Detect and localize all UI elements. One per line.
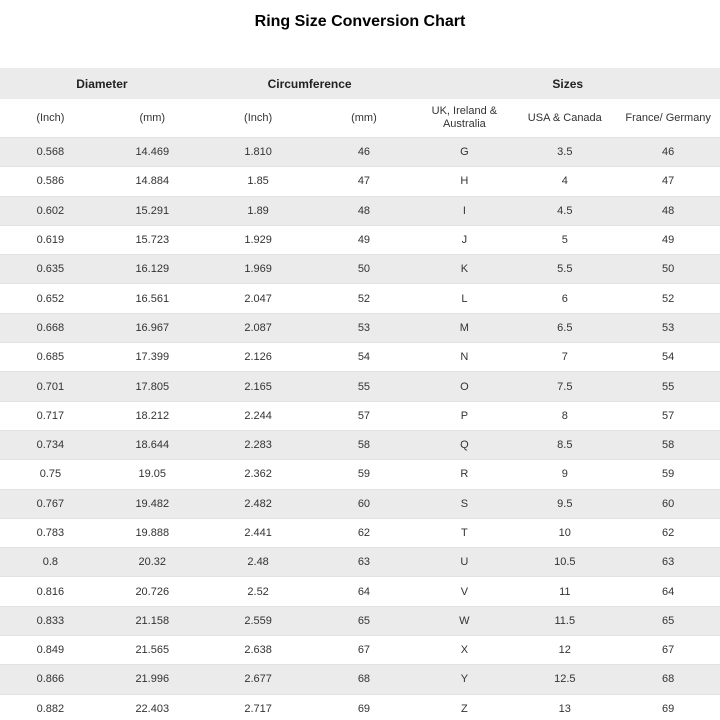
- cell-size-france-germany: 48: [616, 196, 720, 225]
- cell-diameter-mm: 16.129: [101, 255, 204, 284]
- cell-size-usa-canada: 13: [513, 694, 616, 720]
- cell-size-usa-canada: 7: [513, 343, 616, 372]
- cell-diameter-inch: 0.816: [0, 577, 101, 606]
- cell-size-usa-canada: 5.5: [513, 255, 616, 284]
- cell-diameter-mm: 21.996: [101, 665, 204, 694]
- column-header-size-usa-canada: USA & Canada: [513, 99, 616, 138]
- table-row: [0, 284, 720, 313]
- table-row: [0, 343, 720, 372]
- cell-diameter-inch: 0.652: [0, 284, 101, 313]
- cell-diameter-inch: 0.668: [0, 313, 101, 342]
- cell-diameter-mm: 15.291: [101, 196, 204, 225]
- cell-size-usa-canada: 8.5: [513, 430, 616, 459]
- cell-size-france-germany: 59: [616, 460, 720, 489]
- cell-diameter-inch: 0.568: [0, 138, 101, 167]
- cell-size-france-germany: 47: [616, 167, 720, 196]
- table-row: [0, 665, 720, 694]
- cell-circumference-mm: 54: [312, 343, 415, 372]
- cell-circumference-inch: 1.969: [204, 255, 313, 284]
- cell-circumference-mm: 64: [312, 577, 415, 606]
- cell-size-uk-ireland-australia: T: [415, 518, 513, 547]
- cell-size-france-germany: 52: [616, 284, 720, 313]
- cell-circumference-inch: 1.89: [204, 196, 313, 225]
- table-row: [0, 548, 720, 577]
- cell-size-france-germany: 46: [616, 138, 720, 167]
- cell-size-usa-canada: 10: [513, 518, 616, 547]
- cell-diameter-mm: 21.565: [101, 636, 204, 665]
- cell-circumference-mm: 52: [312, 284, 415, 313]
- cell-size-usa-canada: 6.5: [513, 313, 616, 342]
- cell-diameter-mm: 22.403: [101, 694, 204, 720]
- cell-circumference-mm: 58: [312, 430, 415, 459]
- cell-circumference-inch: 2.52: [204, 577, 313, 606]
- table-row: [0, 694, 720, 720]
- cell-size-uk-ireland-australia: W: [415, 606, 513, 635]
- table-row: [0, 606, 720, 635]
- cell-size-usa-canada: 4.5: [513, 196, 616, 225]
- cell-size-usa-canada: 11: [513, 577, 616, 606]
- cell-diameter-inch: 0.734: [0, 430, 101, 459]
- table-row: [0, 196, 720, 225]
- cell-circumference-inch: 1.85: [204, 167, 313, 196]
- cell-circumference-inch: 2.482: [204, 489, 313, 518]
- cell-circumference-inch: 2.48: [204, 548, 313, 577]
- cell-diameter-inch: 0.602: [0, 196, 101, 225]
- cell-size-france-germany: 60: [616, 489, 720, 518]
- table-row: [0, 489, 720, 518]
- cell-size-france-germany: 57: [616, 401, 720, 430]
- cell-size-france-germany: 67: [616, 636, 720, 665]
- cell-circumference-mm: 65: [312, 606, 415, 635]
- cell-diameter-mm: 18.212: [101, 401, 204, 430]
- cell-diameter-mm: 15.723: [101, 225, 204, 254]
- cell-size-france-germany: 55: [616, 372, 720, 401]
- cell-size-usa-canada: 7.5: [513, 372, 616, 401]
- cell-size-usa-canada: 12: [513, 636, 616, 665]
- cell-diameter-inch: 0.767: [0, 489, 101, 518]
- cell-diameter-mm: 18.644: [101, 430, 204, 459]
- cell-size-usa-canada: 6: [513, 284, 616, 313]
- cell-size-usa-canada: 12.5: [513, 665, 616, 694]
- cell-circumference-mm: 47: [312, 167, 415, 196]
- cell-diameter-inch: 0.75: [0, 460, 101, 489]
- cell-size-uk-ireland-australia: O: [415, 372, 513, 401]
- cell-size-uk-ireland-australia: Y: [415, 665, 513, 694]
- cell-diameter-mm: 17.805: [101, 372, 204, 401]
- cell-size-france-germany: 49: [616, 225, 720, 254]
- cell-circumference-inch: 1.929: [204, 225, 313, 254]
- cell-diameter-inch: 0.866: [0, 665, 101, 694]
- column-header-diameter-inch: (Inch): [0, 99, 101, 138]
- cell-diameter-mm: 20.726: [101, 577, 204, 606]
- cell-diameter-mm: 19.888: [101, 518, 204, 547]
- cell-circumference-mm: 57: [312, 401, 415, 430]
- table-row: [0, 167, 720, 196]
- table-row: [0, 255, 720, 284]
- cell-diameter-inch: 0.783: [0, 518, 101, 547]
- column-header-diameter-mm: (mm): [101, 99, 204, 138]
- cell-diameter-inch: 0.685: [0, 343, 101, 372]
- cell-diameter-inch: 0.586: [0, 167, 101, 196]
- cell-size-uk-ireland-australia: N: [415, 343, 513, 372]
- cell-circumference-mm: 62: [312, 518, 415, 547]
- cell-size-france-germany: 50: [616, 255, 720, 284]
- cell-size-usa-canada: 9: [513, 460, 616, 489]
- cell-circumference-inch: 2.638: [204, 636, 313, 665]
- cell-size-france-germany: 64: [616, 577, 720, 606]
- cell-circumference-mm: 46: [312, 138, 415, 167]
- cell-circumference-mm: 68: [312, 665, 415, 694]
- cell-size-usa-canada: 8: [513, 401, 616, 430]
- cell-circumference-mm: 55: [312, 372, 415, 401]
- cell-diameter-inch: 0.717: [0, 401, 101, 430]
- ring-size-conversion-table: [0, 68, 720, 720]
- cell-diameter-inch: 0.833: [0, 606, 101, 635]
- cell-size-uk-ireland-australia: Q: [415, 430, 513, 459]
- cell-diameter-mm: 19.482: [101, 489, 204, 518]
- cell-circumference-mm: 60: [312, 489, 415, 518]
- column-header-size-uk-ireland-australia: UK, Ireland & Australia: [415, 99, 513, 138]
- cell-size-uk-ireland-australia: U: [415, 548, 513, 577]
- cell-diameter-mm: 14.469: [101, 138, 204, 167]
- cell-size-usa-canada: 9.5: [513, 489, 616, 518]
- cell-circumference-inch: 2.677: [204, 665, 313, 694]
- cell-circumference-inch: 2.283: [204, 430, 313, 459]
- cell-size-france-germany: 68: [616, 665, 720, 694]
- cell-size-usa-canada: 3.5: [513, 138, 616, 167]
- group-header-sizes: Sizes: [415, 68, 720, 99]
- cell-size-france-germany: 53: [616, 313, 720, 342]
- cell-diameter-mm: 14.884: [101, 167, 204, 196]
- table-row: [0, 138, 720, 167]
- table-row: [0, 225, 720, 254]
- cell-size-usa-canada: 10.5: [513, 548, 616, 577]
- cell-size-uk-ireland-australia: G: [415, 138, 513, 167]
- table-row: [0, 636, 720, 665]
- cell-circumference-inch: 2.717: [204, 694, 313, 720]
- cell-size-france-germany: 62: [616, 518, 720, 547]
- column-header-circumference-mm: (mm): [312, 99, 415, 138]
- cell-diameter-mm: 16.967: [101, 313, 204, 342]
- cell-circumference-inch: 2.165: [204, 372, 313, 401]
- cell-size-usa-canada: 11.5: [513, 606, 616, 635]
- cell-size-uk-ireland-australia: V: [415, 577, 513, 606]
- table-row: [0, 518, 720, 547]
- cell-size-france-germany: 58: [616, 430, 720, 459]
- cell-size-uk-ireland-australia: R: [415, 460, 513, 489]
- cell-circumference-inch: 2.126: [204, 343, 313, 372]
- cell-circumference-mm: 53: [312, 313, 415, 342]
- table-body: [0, 138, 720, 720]
- cell-diameter-mm: 20.32: [101, 548, 204, 577]
- cell-diameter-inch: 0.701: [0, 372, 101, 401]
- column-header-row: [0, 99, 720, 138]
- cell-circumference-inch: 2.087: [204, 313, 313, 342]
- column-header-size-france-germany: France/ Germany: [616, 99, 720, 138]
- cell-diameter-inch: 0.882: [0, 694, 101, 720]
- table-row: [0, 430, 720, 459]
- cell-size-france-germany: 65: [616, 606, 720, 635]
- cell-diameter-mm: 16.561: [101, 284, 204, 313]
- table-row: [0, 372, 720, 401]
- cell-size-uk-ireland-australia: M: [415, 313, 513, 342]
- cell-circumference-inch: 2.047: [204, 284, 313, 313]
- cell-diameter-mm: 17.399: [101, 343, 204, 372]
- cell-circumference-mm: 49: [312, 225, 415, 254]
- cell-circumference-mm: 69: [312, 694, 415, 720]
- cell-size-france-germany: 63: [616, 548, 720, 577]
- cell-circumference-inch: 2.362: [204, 460, 313, 489]
- cell-diameter-inch: 0.849: [0, 636, 101, 665]
- cell-diameter-inch: 0.8: [0, 548, 101, 577]
- cell-size-france-germany: 69: [616, 694, 720, 720]
- cell-diameter-mm: 21.158: [101, 606, 204, 635]
- group-header-row: [0, 68, 720, 99]
- cell-size-uk-ireland-australia: L: [415, 284, 513, 313]
- cell-diameter-mm: 19.05: [101, 460, 204, 489]
- cell-size-uk-ireland-australia: I: [415, 196, 513, 225]
- cell-size-uk-ireland-australia: K: [415, 255, 513, 284]
- cell-size-uk-ireland-australia: Z: [415, 694, 513, 720]
- cell-size-uk-ireland-australia: J: [415, 225, 513, 254]
- table-row: [0, 460, 720, 489]
- page-title: Ring Size Conversion Chart: [254, 13, 466, 30]
- cell-diameter-inch: 0.619: [0, 225, 101, 254]
- cell-size-uk-ireland-australia: X: [415, 636, 513, 665]
- cell-size-uk-ireland-australia: S: [415, 489, 513, 518]
- table-row: [0, 313, 720, 342]
- cell-size-france-germany: 54: [616, 343, 720, 372]
- cell-circumference-inch: 2.244: [204, 401, 313, 430]
- table-header: [0, 68, 720, 138]
- group-header-diameter: Diameter: [0, 68, 204, 99]
- cell-circumference-inch: 1.810: [204, 138, 313, 167]
- cell-circumference-mm: 59: [312, 460, 415, 489]
- cell-circumference-mm: 67: [312, 636, 415, 665]
- cell-circumference-mm: 63: [312, 548, 415, 577]
- cell-circumference-inch: 2.441: [204, 518, 313, 547]
- cell-size-usa-canada: 4: [513, 167, 616, 196]
- table-row: [0, 577, 720, 606]
- cell-circumference-mm: 48: [312, 196, 415, 225]
- column-header-circumference-inch: (Inch): [204, 99, 313, 138]
- cell-circumference-inch: 2.559: [204, 606, 313, 635]
- cell-diameter-inch: 0.635: [0, 255, 101, 284]
- table-row: [0, 401, 720, 430]
- cell-circumference-mm: 50: [312, 255, 415, 284]
- cell-size-usa-canada: 5: [513, 225, 616, 254]
- cell-size-uk-ireland-australia: P: [415, 401, 513, 430]
- cell-size-uk-ireland-australia: H: [415, 167, 513, 196]
- group-header-circumference: Circumference: [204, 68, 416, 99]
